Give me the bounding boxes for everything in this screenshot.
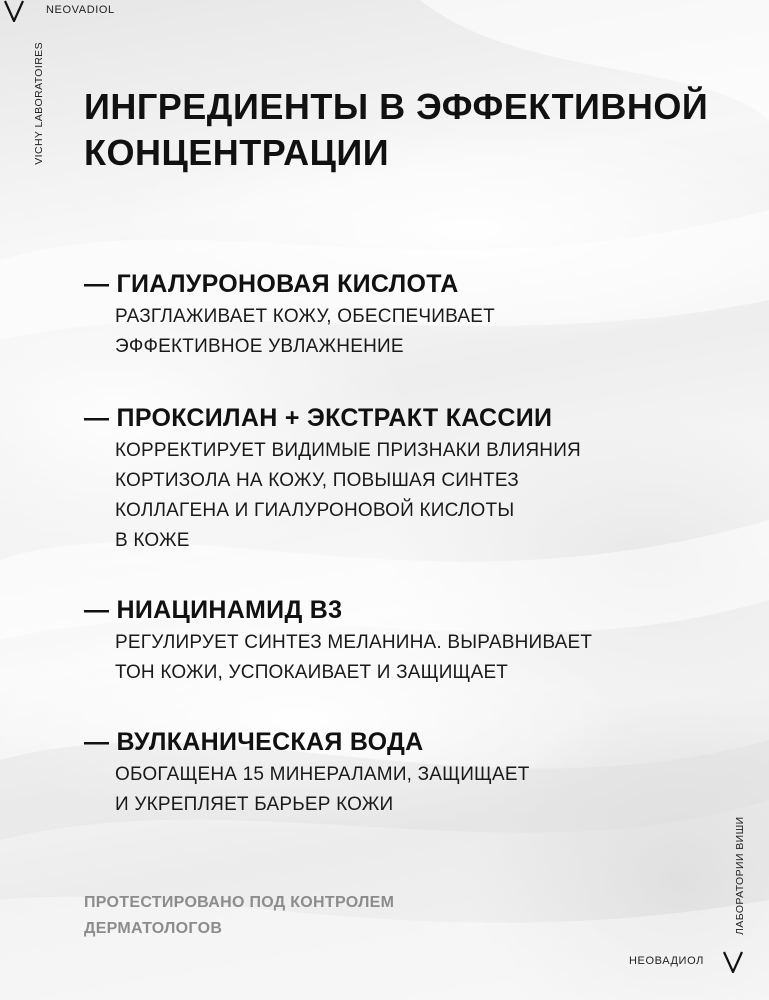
ingredient-name: — ГИАЛУРОНОВАЯ КИСЛОТА: [84, 270, 459, 298]
ingredient-item: [84, 724, 704, 820]
side-label-left: VICHY LABORATOIRES: [33, 42, 45, 165]
ingredient-description: РЕГУЛИРУЕТ СИНТЕЗ МЕЛАНИНА. ВЫРАВНИВАЕТ ТОН КОЖИ, УСПОКАИВАЕТ И ЗАЩИЩАЕТ: [115, 632, 593, 683]
page-title: [84, 84, 744, 176]
ingredient-item: [84, 400, 704, 556]
page-title-line-2: КОНЦЕНТРАЦИИ: [84, 132, 390, 173]
ingredient-item: [84, 266, 704, 362]
ingredient-description: ОБОГАЩЕНА 15 МИНЕРАЛАМИ, ЗАЩИЩАЕТ И УКРЕПЛЯЕТ БАРЬЕР КОЖИ: [115, 764, 530, 815]
ingredient-name: — ПРОКСИЛАН + ЭКСТРАКТ КАССИИ: [84, 404, 553, 432]
ingredient-name: — ВУЛКАНИЧЕСКАЯ ВОДА: [84, 728, 424, 756]
brand-name-top: NEOVADIOL: [46, 4, 115, 16]
vichy-v-logo-icon: [4, 0, 24, 22]
ingredient-item: [84, 592, 704, 688]
side-label-right: ЛАБОРАТОРИИ ВИШИ: [734, 816, 746, 935]
vichy-v-logo-icon: [723, 951, 743, 973]
ingredient-description: КОРРЕКТИРУЕТ ВИДИМЫЕ ПРИЗНАКИ ВЛИЯНИЯ КОРТИЗОЛА НА КОЖУ, ПОВЫШАЯ СИНТЕЗ КОЛЛАГЕНА И ГИАЛУРОНОВОЙ КИСЛОТЫ В КОЖЕ: [115, 440, 581, 551]
ingredient-description: РАЗГЛАЖИВАЕТ КОЖУ, ОБЕСПЕЧИВАЕТ ЭФФЕКТИВНОЕ УВЛАЖНЕНИЕ: [115, 306, 495, 357]
page-title-line-1: ИНГРЕДИЕНТЫ В ЭФФЕКТИВНОЙ: [84, 86, 709, 127]
dermatologist-tested-note: ПРОТЕСТИРОВАНО ПОД КОНТРОЛЕМ ДЕРМАТОЛОГОВ: [84, 894, 395, 937]
ingredient-name: — НИАЦИНАМИД В3: [84, 596, 343, 624]
brand-name-bottom: НЕОВАДИОЛ: [629, 955, 704, 967]
